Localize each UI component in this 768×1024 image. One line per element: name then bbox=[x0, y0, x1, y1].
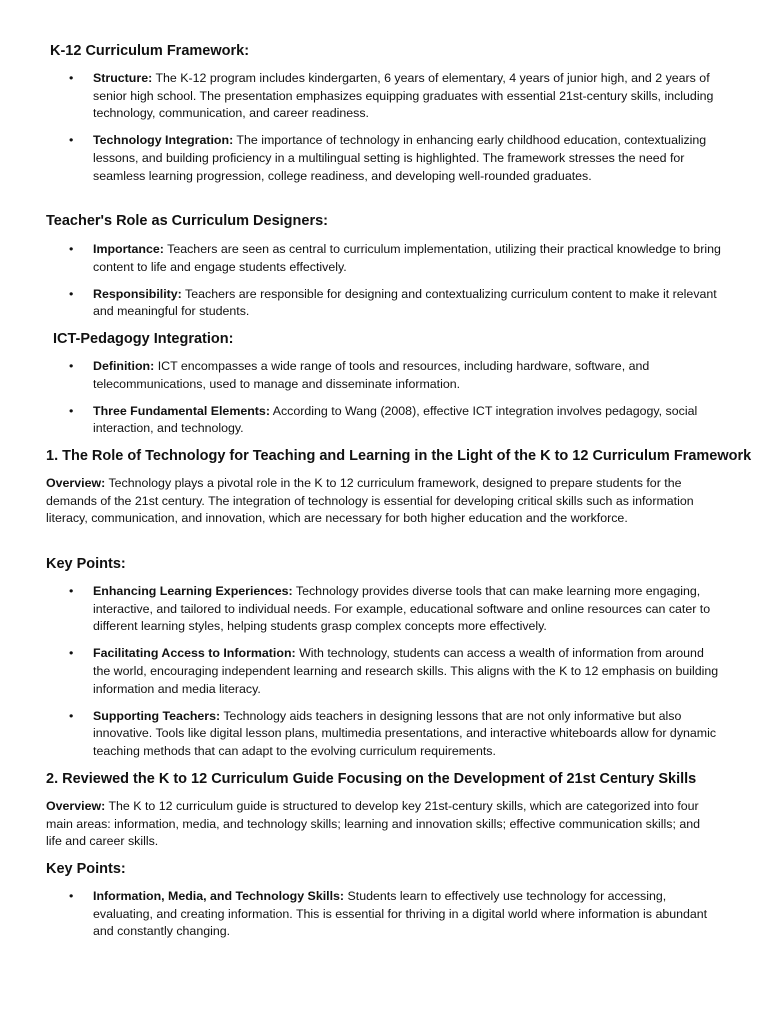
teachers-role-list bbox=[0, 241, 768, 331]
item-text: Teachers are responsible for designing and contextualizing curriculum content to make it relevant and meaningful for students. bbox=[93, 286, 717, 319]
item-term: Technology Integration: bbox=[93, 133, 234, 148]
list-item bbox=[0, 708, 723, 761]
item-text: Technology provides diverse tools that can make learning more engaging, interactive, and tailored to individual needs. For example, educational software and online resources can cater to different learning styles, helping students grasp complex concepts more effectively. bbox=[93, 584, 711, 634]
framework-heading: K-12 Curriculum Framework: bbox=[50, 43, 250, 59]
bullet-icon: • bbox=[69, 133, 74, 148]
item-text: Technology aids teachers in designing lessons that are not only informative but also innovative. Tools like digital lesson plans, multimedia presentations, and interactive whiteboards allow for dynamic teaching methods that can adapt to the evolving curriculum requirements. bbox=[93, 708, 717, 758]
role-of-technology-heading: 1. The Role of Technology for Teaching and Learning in the Light of the K to 12 Curriculum Framework bbox=[46, 448, 752, 464]
item-term: Information, Media, and Technology Skills: bbox=[93, 889, 345, 903]
teachers-role-heading: Teacher's Role as Curriculum Designers: bbox=[46, 213, 328, 229]
bullet-icon: • bbox=[69, 71, 74, 85]
bullet-icon: • bbox=[69, 889, 74, 903]
bullet-icon: • bbox=[69, 359, 74, 373]
list-item bbox=[0, 888, 723, 941]
item-term: Supporting Teachers: bbox=[93, 708, 221, 723]
key-points-label: Key Points: bbox=[46, 861, 126, 877]
role-of-technology-list bbox=[0, 583, 768, 770]
item-term: Enhancing Learning Experiences: bbox=[93, 584, 293, 598]
item-text: With technology, students can access a wealth of information from around the world, encouraging independent learning and research skills. This aligns with the K to 12 emphasis on building information and media literacy. bbox=[93, 646, 719, 696]
item-text: The K-12 program includes kindergarten, 6 years of elementary, 4 years of junior high, and 2 years of senior high school. The presentation emphasizes equipping graduates with essential 21st-century skills, including technology, communication, and career readiness. bbox=[93, 71, 714, 121]
bullet-icon: • bbox=[69, 403, 74, 418]
framework-list bbox=[0, 70, 768, 195]
overview-text: Technology plays a pivotal role in the K to 12 curriculum framework, designed to prepare students for the demands of the 21st century. The integration of technology is essential for developing critical skills such as information literacy, communication, and innovation, which are necessary for both higher education and the workforce. bbox=[46, 476, 694, 526]
curriculum-guide-list bbox=[0, 888, 768, 950]
bullet-icon: • bbox=[69, 708, 74, 723]
list-item bbox=[0, 403, 723, 438]
item-text: The importance of technology in enhancing early childhood education, contextualizing lessons, and building proficiency in a multilingual setting is highlighted. The framework stresses the need for seamless learning progression, college readiness, and developing well-rounded graduates. bbox=[93, 133, 707, 183]
overview-label: Overview: bbox=[46, 476, 106, 490]
item-text: Teachers are seen as central to curriculum implementation, utilizing their practical knowledge to bring content to life and engage students effectively. bbox=[93, 242, 721, 274]
list-item bbox=[0, 70, 723, 123]
item-term: Three Fundamental Elements: bbox=[93, 403, 270, 418]
bullet-icon: • bbox=[69, 584, 74, 598]
overview-text: The K to 12 curriculum guide is structured to develop key 21st-century skills, which are categorized into four main areas: information, media, and technology skills; learning and innovation skills; effective communication skills; and life and career skills. bbox=[46, 799, 701, 849]
curriculum-guide-overview bbox=[46, 798, 718, 851]
ict-list bbox=[0, 358, 768, 448]
item-text: According to Wang (2008), effective ICT integration involves pedagogy, social interaction, and technology. bbox=[93, 403, 698, 436]
item-text: Students learn to effectively use technology for accessing, evaluating, and creating information. This is essential for thriving in a digital world where information is abundant and constantly changing. bbox=[93, 889, 708, 939]
list-item bbox=[0, 286, 723, 321]
list-item bbox=[0, 358, 723, 393]
role-of-technology-overview bbox=[46, 475, 718, 528]
list-item bbox=[0, 132, 723, 185]
item-term: Structure: bbox=[93, 71, 153, 85]
item-term: Responsibility: bbox=[93, 286, 182, 301]
item-term: Definition: bbox=[93, 359, 155, 373]
item-term: Facilitating Access to Information: bbox=[93, 646, 296, 661]
list-item bbox=[0, 583, 723, 636]
key-points-label: Key Points: bbox=[46, 556, 126, 572]
overview-label: Overview: bbox=[46, 799, 106, 813]
ict-heading: ICT-Pedagogy Integration: bbox=[53, 331, 234, 347]
item-text: ICT encompasses a wide range of tools and resources, including hardware, software, and telecommunications, used to manage and disseminate information. bbox=[93, 359, 650, 391]
bullet-icon: • bbox=[69, 286, 74, 301]
list-item bbox=[0, 645, 723, 698]
item-term: Importance: bbox=[93, 242, 164, 256]
bullet-icon: • bbox=[69, 242, 74, 256]
list-item bbox=[0, 241, 723, 276]
curriculum-guide-heading: 2. Reviewed the K to 12 Curriculum Guide Focusing on the Development of 21st Century Skills bbox=[46, 771, 697, 787]
bullet-icon: • bbox=[69, 646, 74, 661]
